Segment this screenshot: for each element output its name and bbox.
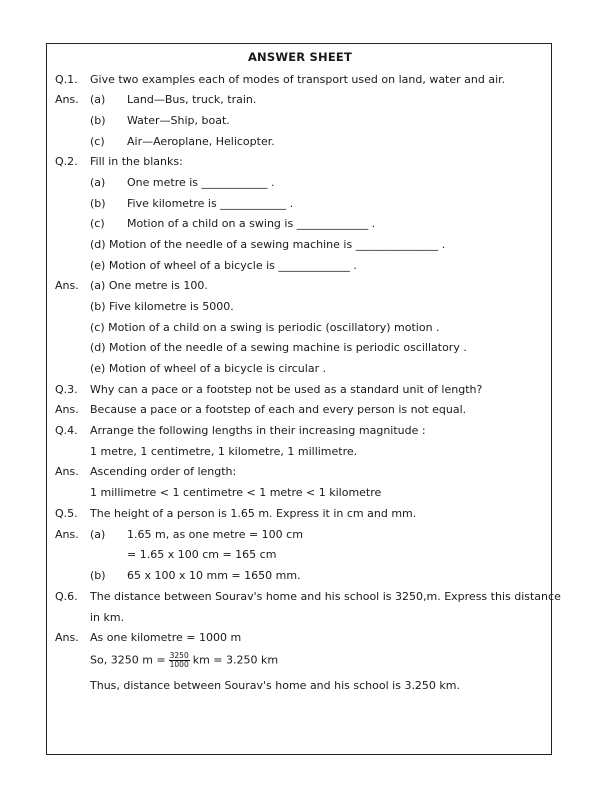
text-line xyxy=(0,485,600,501)
text-line xyxy=(0,258,600,274)
question-text: Why can a pace or a footstep not be used as a standard unit of length? xyxy=(90,383,483,396)
text-line xyxy=(0,568,600,584)
calculation-text: = 1.65 x 100 cm = 165 cm xyxy=(127,548,277,561)
text-line xyxy=(0,630,600,646)
text-line xyxy=(0,72,600,88)
sub-item-marker: (b) xyxy=(90,197,106,210)
answer-text: Air—Aeroplane, Helicopter. xyxy=(127,135,275,148)
text-line xyxy=(0,402,600,418)
sub-item-marker: (a) xyxy=(90,176,106,189)
text-line xyxy=(0,444,600,460)
text-line xyxy=(0,423,600,439)
answer-text: Motion of a child on a swing is _____________ . xyxy=(127,217,376,230)
answer-text: (c) Motion of a child on a swing is periodic (oscillatory) motion . xyxy=(90,321,440,334)
answer-text: As one kilometre = 1000 m xyxy=(90,631,242,644)
text-line xyxy=(0,113,600,129)
answer-text: (d) Motion of the needle of a sewing machine is periodic oscillatory . xyxy=(90,341,467,354)
text-line xyxy=(0,382,600,398)
text-line xyxy=(0,216,600,232)
text-line xyxy=(0,92,600,108)
question-label: Ans. xyxy=(55,93,79,106)
sub-item-marker: (b) xyxy=(90,114,106,127)
answer-text: 65 x 100 x 10 mm = 1650 mm. xyxy=(127,569,301,582)
answer-text: Ascending order of length: xyxy=(90,465,237,478)
fraction-denominator: 1000 xyxy=(169,660,189,669)
answer-text: Land—Bus, truck, train. xyxy=(127,93,257,106)
question-text: Give two examples each of modes of transport used on land, water and air. xyxy=(90,73,506,86)
text-line xyxy=(0,237,600,253)
fraction-suffix: km = 3.250 km xyxy=(192,653,279,667)
text-line xyxy=(0,154,600,170)
text-line xyxy=(0,340,600,356)
fraction-prefix: So, 3250 m = xyxy=(90,653,166,667)
text-line xyxy=(0,196,600,212)
question-label: Ans. xyxy=(55,631,79,644)
question-label: Ans. xyxy=(55,465,79,478)
text-line xyxy=(0,320,600,336)
answer-text: (b) Five kilometre is 5000. xyxy=(90,300,234,313)
text-line xyxy=(0,464,600,480)
text-line xyxy=(0,527,600,543)
answer-text: 1 millimetre < 1 centimetre < 1 metre < 1 kilometre xyxy=(90,486,382,499)
question-label: Ans. xyxy=(55,279,79,292)
text-line xyxy=(0,278,600,294)
answer-text: 1.65 m, as one metre = 100 cm xyxy=(127,528,303,541)
text-line xyxy=(0,175,600,191)
answer-text: (d) Motion of the needle of a sewing machine is _______________ . xyxy=(90,238,446,251)
fraction xyxy=(169,652,190,669)
text-line xyxy=(0,589,600,605)
page-title: ANSWER SHEET xyxy=(247,50,353,64)
sub-item-marker: (c) xyxy=(90,217,105,230)
text-line xyxy=(0,361,600,377)
text-line xyxy=(0,134,600,150)
sub-item-marker: (a) xyxy=(90,528,106,541)
answer-text: Five kilometre is ____________ . xyxy=(127,197,294,210)
answer-text: (e) Motion of wheel of a bicycle is _____________ . xyxy=(90,259,357,272)
question-label: Q.3. xyxy=(55,383,78,396)
text-line xyxy=(0,610,600,626)
text-line xyxy=(0,299,600,315)
answer-text: (a) One metre is 100. xyxy=(90,279,208,292)
question-text: Arrange the following lengths in their increasing magnitude : xyxy=(90,424,426,437)
fraction-numerator: 3250 xyxy=(169,651,189,660)
answer-text: in km. xyxy=(90,611,125,624)
question-label: Ans. xyxy=(55,403,79,416)
answer-text: One metre is ____________ . xyxy=(127,176,275,189)
text-line xyxy=(0,652,600,668)
answer-text: (e) Motion of wheel of a bicycle is circular . xyxy=(90,362,327,375)
question-label: Q.5. xyxy=(55,507,78,520)
question-label: Q.1. xyxy=(55,73,78,86)
question-label: Q.4. xyxy=(55,424,78,437)
answer-text: Water—Ship, boat. xyxy=(127,114,230,127)
question-label: Q.6. xyxy=(55,590,78,603)
question-text: The height of a person is 1.65 m. Express it in cm and mm. xyxy=(90,507,417,520)
question-text: The distance between Sourav's home and his school is 3250,m. Express this distance xyxy=(90,590,561,603)
sub-item-marker: (a) xyxy=(90,93,106,106)
answer-text: Thus, distance between Sourav's home and his school is 3.250 km. xyxy=(90,679,461,692)
question-text: Fill in the blanks: xyxy=(90,155,183,168)
question-label: Ans. xyxy=(55,528,79,541)
text-line xyxy=(0,678,600,694)
question-label: Q.2. xyxy=(55,155,78,168)
text-line xyxy=(0,506,600,522)
sub-item-marker: (c) xyxy=(90,135,105,148)
answer-text: Because a pace or a footstep of each and every person is not equal. xyxy=(90,403,467,416)
fraction-line xyxy=(90,652,278,669)
text-line xyxy=(0,547,600,563)
answer-text: 1 metre, 1 centimetre, 1 kilometre, 1 millimetre. xyxy=(90,445,358,458)
sub-item-marker: (b) xyxy=(90,569,106,582)
